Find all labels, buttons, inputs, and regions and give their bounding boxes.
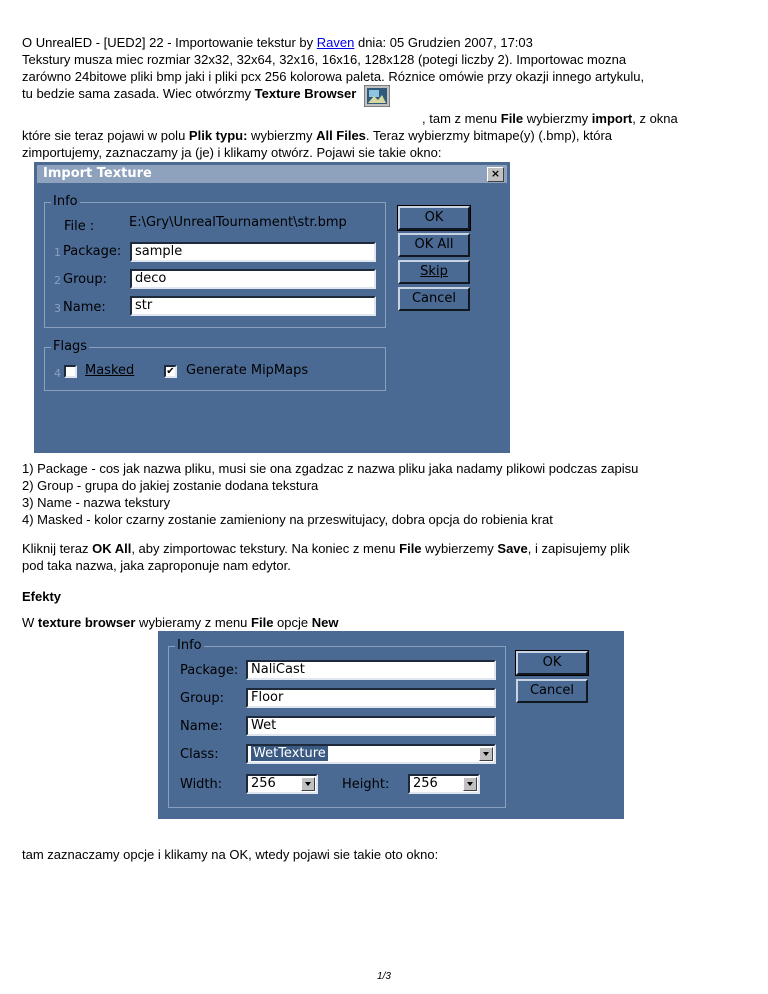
body-text: wybieramy z menu: [135, 615, 252, 630]
package-input[interactable]: sample: [130, 242, 376, 262]
body-text: , z okna: [632, 111, 678, 126]
cancel-button[interactable]: Cancel: [516, 679, 588, 703]
masked-label: Masked: [85, 363, 135, 378]
texture-browser-icon: [364, 85, 390, 107]
group-input[interactable]: Floor: [246, 688, 496, 708]
body-line: pod taka nazwa, jaka zaproponuje nam edytor.: [22, 558, 291, 573]
section-heading: Efekty: [22, 589, 62, 604]
step-number: 4: [54, 367, 61, 380]
masked-checkbox[interactable]: [64, 365, 77, 378]
list-item: 4) Masked - kolor czarny zostanie zamieniony na przeswitujacy, dobra opcja do robienia krat: [22, 512, 553, 527]
close-icon[interactable]: ×: [487, 167, 504, 182]
package-label: Package:: [180, 663, 239, 678]
page-number: 1/3: [377, 971, 391, 982]
list-item: 1) Package - cos jak nazwa pliku, musi sie ona zgadzac z nazwa pliku jaka nadamy plikowi podczas zapisu: [22, 461, 639, 476]
plik-typu-term: Plik typu:: [188, 128, 248, 143]
package-label: Package:: [63, 244, 122, 259]
flags-legend: Flags: [53, 339, 88, 354]
author-link[interactable]: Raven: [316, 35, 355, 50]
body-text: opcje: [273, 615, 312, 630]
class-value: WetTexture: [253, 746, 326, 761]
height-label: Height:: [342, 777, 390, 792]
width-value: 256: [251, 776, 276, 791]
group-input[interactable]: deco: [130, 269, 376, 289]
file-term: File: [251, 615, 274, 630]
list-item: 3) Name - nazwa tekstury: [22, 495, 171, 510]
mipmaps-label: Generate MipMaps: [186, 363, 309, 378]
new-term: New: [311, 615, 339, 630]
height-select[interactable]: [408, 774, 480, 794]
import-texture-dialog: [34, 162, 510, 453]
all-files-term: All Files: [316, 128, 366, 143]
info-legend: Info: [177, 638, 202, 653]
body-line: [22, 127, 612, 144]
body-line: [22, 85, 390, 107]
info-legend: Info: [53, 194, 78, 209]
name-label: Name:: [180, 719, 223, 734]
chevron-down-icon[interactable]: [479, 747, 493, 761]
file-path: E:\Gry\UnrealTournament\str.bmp: [129, 215, 347, 230]
body-text: Kliknij teraz: [22, 541, 93, 556]
class-select[interactable]: [246, 744, 496, 764]
header-text: O UnrealED - [UED2] 22 - Importowanie tekstur by: [22, 35, 317, 50]
ok-button[interactable]: OK: [516, 651, 588, 675]
body-line: tam zaznaczamy opcje i klikamy na OK, wtedy pojawi sie takie oto okno:: [22, 847, 439, 862]
header-date: dnia: 05 Grudzien 2007, 17:03: [354, 35, 533, 50]
dialog-titlebar: [37, 165, 507, 183]
name-label: Name:: [63, 300, 106, 315]
body-text: wybierzmy: [247, 128, 317, 143]
file-term: File: [500, 111, 524, 126]
ok-all-term: OK All: [92, 541, 132, 556]
package-input[interactable]: NaliCast: [246, 660, 496, 680]
step-number: 3: [54, 302, 61, 315]
width-select[interactable]: [246, 774, 318, 794]
body-text: . Teraz wybierzmy bitmape(y) (.bmp), która: [365, 128, 613, 143]
group-label: Group:: [180, 691, 224, 706]
class-label: Class:: [180, 747, 219, 762]
body-line: [422, 110, 678, 127]
dialog-title: Import Texture: [43, 166, 152, 181]
texture-browser-term: Texture Browser: [254, 86, 357, 101]
import-term: import: [591, 111, 633, 126]
list-item: 2) Group - grupa do jakiej zostanie dodana tekstura: [22, 478, 319, 493]
article-header: [22, 34, 533, 51]
ok-all-button[interactable]: OK All: [398, 233, 470, 257]
body-line: zimportujemy, zaznaczamy ja (je) i klikamy otwórz. Pojawi sie takie okno:: [22, 145, 442, 160]
height-value: 256: [413, 776, 438, 791]
body-text: , aby zimportowac tekstury. Na koniec z menu: [131, 541, 400, 556]
step-number: 1: [54, 246, 61, 259]
group-label: Group:: [63, 272, 107, 287]
file-term: File: [399, 541, 422, 556]
save-term: Save: [497, 541, 528, 556]
body-text: wybierzmy: [523, 111, 592, 126]
ok-button[interactable]: OK: [398, 206, 470, 230]
body-line: [22, 614, 338, 631]
width-label: Width:: [180, 777, 223, 792]
name-input[interactable]: str: [130, 296, 376, 316]
body-line: zarówno 24bitowe pliki bmp jaki i pliki pcx 256 kolorowa paleta. Róznice omówie przy okazji innego artykulu,: [22, 69, 645, 84]
file-label: File :: [64, 219, 95, 234]
new-texture-dialog: [158, 631, 624, 819]
body-text: , i zapisujemy plik: [527, 541, 630, 556]
chevron-down-icon[interactable]: [463, 777, 477, 791]
mipmaps-checkbox[interactable]: ✔: [164, 365, 177, 378]
body-text: W: [22, 615, 38, 630]
texture-browser-term: texture browser: [37, 615, 136, 630]
skip-button[interactable]: Skip: [398, 260, 470, 284]
body-text: wybierzemy: [421, 541, 498, 556]
body-line: [22, 540, 630, 557]
cancel-button[interactable]: Cancel: [398, 287, 470, 311]
chevron-down-icon[interactable]: [301, 777, 315, 791]
step-number: 2: [54, 274, 61, 287]
body-line: Tekstury musza miec rozmiar 32x32, 32x64, 32x16, 16x16, 128x128 (potegi liczby 2). Importowac mozna: [22, 52, 627, 67]
body-text: które sie teraz pojawi w polu: [22, 128, 189, 143]
name-input[interactable]: Wet: [246, 716, 496, 736]
body-text: , tam z menu: [422, 111, 501, 126]
body-text: tu bedzie sama zasada. Wiec otwórzmy: [22, 86, 255, 101]
